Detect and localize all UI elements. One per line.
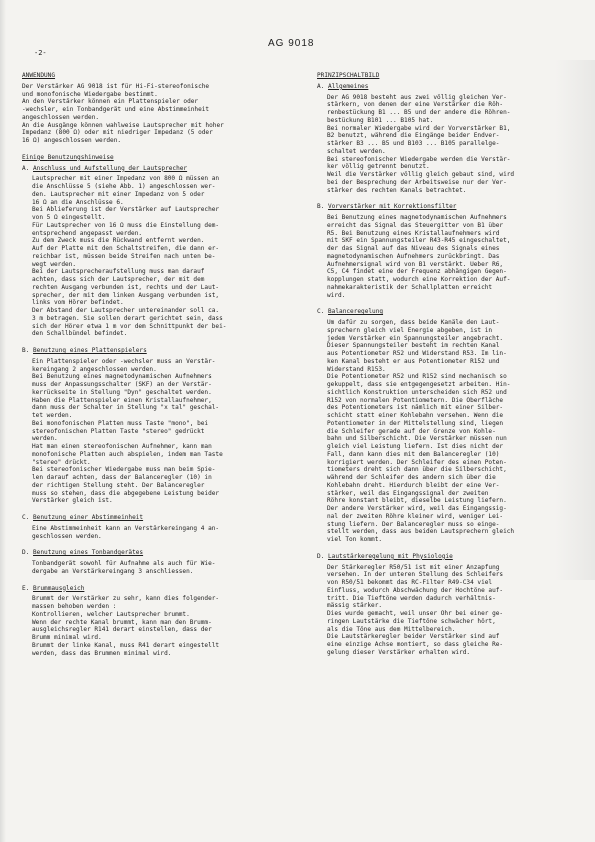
text-line: schaltet werden. (327, 147, 386, 155)
text-line: stärker, weil das Eingangssignal der zweiten (327, 489, 489, 497)
text-line: ken Kanal besteht er aus Potentiometer R152 und (327, 357, 500, 365)
text-line: Hat man einen stereofonischen Aufnehmer, kann man (32, 443, 212, 450)
text-line: als die Töne aus dem Mittelbereich. (327, 625, 456, 633)
text-line: von 5 Ω eingestellt. (32, 214, 106, 221)
text-line: Aufnehmersignal wird von B1 verstärkt. Ueber R6, (327, 260, 504, 268)
text-line: Ein Plattenspieler oder -wechsler muss an Verstär- (32, 357, 216, 365)
text-line: Um dafür zu sorgen, dass beide Kanäle den Laut- (327, 319, 500, 326)
text-line: Impedanz (800 Ω) oder mit niedriger Impedanz (5 oder (22, 129, 213, 137)
text-line: von R50/51 bekommt das RC-Filter R49-C34 viel (327, 579, 493, 586)
text-line: korrigiert werden. Der Schleifer des einen Poten- (327, 458, 507, 466)
text-line: 16 Ω an die Anschlüsse 6. (32, 198, 124, 206)
text-line: bahn und Silberschicht. Die Verstärker müssen nun (327, 435, 507, 443)
text-line: nal der zweiten Röhre kleiner wird, weniger Lei- (327, 512, 504, 520)
text-line: Verstärker gleich ist. (32, 497, 113, 505)
text-line: dann muss der Schalter in Stellung "x tal" geschal- (32, 404, 220, 412)
text-line: ringen Lautstärke die Tieftöne schwächer hört, (327, 617, 496, 625)
text-line: Brummt der linke Kanal, muss R41 derart eingestellt (32, 641, 220, 649)
text-line: Kontrollieren, welcher Lautsprecher brummt. (32, 610, 190, 618)
section-d-heading (317, 553, 579, 561)
text-line: stung liefern. Der Balanceregler muss so einge- (327, 520, 500, 528)
text-line: Für Lautsprecher von 16 Ω muss die Einstellung dem- (32, 221, 220, 229)
text-line: viel Ton kommt. (327, 536, 383, 543)
text-line: sich der Hörer etwa 1 m vor dem Schnittpunkt der bei- (32, 322, 227, 330)
text-line: nahmekarakteristik der Schallplatten erreicht (327, 283, 493, 291)
text-line: Die Lautstärkeregler beider Verstärker sind auf (327, 633, 500, 641)
section-letter: B. (22, 347, 30, 354)
section-b-heading (317, 203, 579, 211)
text-line: Röhre konstant bleibt, dieselbe Leistung liefern. (327, 497, 507, 505)
text-line: Brumm minimal wird. (32, 634, 102, 641)
section-c-heading (317, 308, 579, 316)
text-line: und monofonische Wiedergabe bestimmt. (22, 90, 158, 98)
text-line: ker völlig getrennt benutzt. (327, 163, 430, 171)
section-d-heading (22, 549, 300, 557)
text-line: Widerstand R153. (327, 365, 386, 373)
section-a-heading (22, 165, 300, 173)
text-line: während der Schleifer des andern sich über die (327, 474, 496, 481)
intro-paragraph (22, 83, 300, 145)
text-line: sprechern gleich viel Energie abgeben, ist in (327, 326, 493, 334)
text-line: stärker B3 ... B5 und B103 ... B105 parallelge- (327, 140, 500, 147)
text-line: Der Verstärker AG 9018 ist für Hi-Fi-stereofonische (22, 82, 210, 90)
text-line: gelung dieser Verstärker erhalten wird. (327, 648, 471, 656)
text-line: geschlossen werden. (32, 532, 102, 540)
section-letter: C. (317, 308, 325, 316)
text-line: den Schallbündel befindet. (32, 330, 128, 338)
section-letter: B. (317, 203, 325, 211)
section-title: Benutzung eines Plattenspielers (33, 347, 147, 354)
text-line: renbestückung B1 ... B5 und der andere die Röhren- (327, 109, 511, 116)
section-letter: C. (22, 514, 30, 521)
section-e-body (22, 595, 300, 657)
text-line: Bei der Lautsprecheraufstellung muss man darauf (32, 268, 205, 276)
text-line: werden. (32, 435, 58, 443)
text-line: monofonische Platten auch abspielen, indem man Taste (32, 450, 223, 458)
text-line: Bei normaler Wiedergabe wird der Vorverstärker B1, (327, 124, 511, 132)
text-line: muss der Anpassungsschalter (SKF) an der Verstär- (32, 381, 212, 388)
section-title: Allgemeines (328, 82, 369, 90)
text-line: Bei Benutzung eines magnetodynamischen Aufnehmers (32, 373, 212, 381)
text-line: kopplungen statt, wodurch eine Korrektion der Auf- (327, 276, 511, 283)
text-line: Tonbandgerät sowohl für Aufnahme als auch für Wie- (32, 560, 216, 567)
right-column (317, 72, 579, 660)
text-line: bei der Besprechung der Arbeitsweise nur der Ver- (327, 178, 507, 186)
text-line: Zu dem Zweck muss die Rückwand entfernt werden. (32, 237, 205, 245)
section-title: Vorverstärker mit Korrektionsfilter (328, 203, 457, 211)
text-line: Der Abstand der Lautsprecher untereinander soll ca. (32, 307, 220, 314)
section-c-body (22, 525, 300, 541)
text-line: entsprechend angepasst werden. (32, 229, 143, 237)
text-line: jedem Verstärker ein Spannungsteiler angebracht. (327, 334, 504, 342)
section-a-body (22, 175, 300, 338)
text-line: reichbar ist, müssen beide Streifen nach unten be- (32, 252, 216, 260)
text-line: die Anschlüsse 5 (siehe Abb. 1) angeschlossen wer- (32, 183, 216, 190)
section-d-body (22, 560, 300, 576)
page-title: AG 9018 (268, 38, 315, 49)
text-line: kerrückseite in Stellung "Dyn" geschaltet werden. (32, 388, 212, 396)
text-line: gleich viel Leistung liefern. Ist dies nicht der (327, 443, 504, 450)
section-title: Anschluss und Aufstellung der Lautsprecher (33, 164, 188, 172)
text-line: achten, dass sich der Lautsprecher, der mit dem (32, 276, 205, 283)
text-line: mässig stärker. (327, 602, 383, 610)
text-line: tet werden. (32, 412, 73, 419)
heading-prinzipschaltbild: PRINZIPSCHALTBILD (317, 72, 380, 79)
heading-benutzungshinweise: Einige Benutzungshinweise (22, 153, 114, 161)
section-e-heading (22, 585, 300, 593)
text-line: Weil die Verstärker völlig gleich gebaut sind, wird (327, 171, 515, 178)
text-line: magnetodynamischen Aufnehmers zurückbringt. Das (327, 252, 500, 260)
text-line: des Potentiometers ist nämlich mit einer Silber- (327, 404, 504, 412)
page-number: -2- (34, 49, 47, 57)
section-title: Benutzung eines Tonbandgerätes (33, 549, 144, 557)
text-line: die Schleifer gerade auf der Grenze von Kohle- (327, 427, 496, 435)
text-line: tritt. Die Tieftöne werden dadurch verhältnis- (327, 594, 496, 602)
text-line: werden, dass das Brummen minimal wird. (32, 649, 172, 657)
text-line: dergabe an Verstärkereingang 3 anschliessen. (32, 567, 194, 575)
text-line: stellt werden, dass aus beiden Lautsprechern gleich (327, 528, 515, 536)
text-line: -wechsler, ein Tonbandgerät und eine Abstimmeinheit (22, 106, 210, 113)
text-line: An den Verstärker können ein Plattenspieler oder (22, 98, 199, 106)
text-line: Kohlebahn dreht. Hierdurch bleibt der eine Ver- (327, 481, 500, 489)
text-line: massen behoben werden : (32, 603, 117, 610)
text-line: Bei stereofonischer Wiedergabe werden die Verstär- (327, 155, 511, 163)
section-letter: D. (22, 549, 30, 557)
text-line: 3 m betragen. Sie sollen derart gerichtet sein, dass (32, 314, 223, 322)
section-b-body (317, 214, 579, 299)
text-line: schicht statt einer Kohlebahn versehen. Wenn die (327, 412, 504, 419)
section-title: Balanceregelung (328, 308, 384, 316)
section-title: Lautstärkeregelung mit Physiologie (328, 552, 453, 560)
text-line: stärkern, von denen der eine Verstärker die Röh- (327, 101, 504, 109)
text-line: der richtigen Stellung steht. Der Balanceregler (32, 481, 205, 489)
section-c-body (317, 319, 579, 544)
section-c-heading (22, 514, 300, 522)
section-title: Brummausgleich (33, 584, 85, 592)
text-line: Dieser Spannungsteiler besteht im rechten Kanal (327, 342, 500, 350)
text-line: Brummt der Verstärker zu sehr, kann dies folgender- (32, 595, 220, 603)
text-line: 16 Ω) angeschlossen werden. (22, 137, 122, 144)
text-line: wegt werden. (32, 260, 77, 268)
text-line: wird. (327, 291, 346, 299)
text-line: Der AG 9018 besteht aus zwei völlig gleichen Ver- (327, 93, 507, 101)
text-line: mit SKF ein Spannungsteiler R43-R45 eingeschaltet, (327, 237, 511, 245)
text-line: kereingang 2 angeschlossen werden. (32, 365, 157, 373)
section-letter: A. (317, 82, 325, 90)
section-a-body (317, 94, 579, 195)
text-line: versehen. In der unteren Stellung des Schleifers (327, 571, 504, 579)
text-line: Auf der Platte mit den Schaltstreifen, die dann er- (32, 245, 220, 252)
text-line: Fall, dann kann dies mit dem Balanceregler (10) (327, 450, 500, 458)
text-line: Bei Ablieferung ist der Verstärker auf Lautsprecher (32, 206, 220, 214)
text-line: links vom Hörer befindet. (32, 299, 124, 307)
text-line: erreicht das Signal das Steuergitter von B1 über (327, 221, 504, 229)
text-line: muss so stehen, dass die abgegebene Leistung beider (32, 489, 220, 497)
text-line: rechten Ausgang verbunden ist, rechts und der Laut- (32, 283, 220, 291)
text-line: ausgleichsregler R141 derart einstellen, dass der (32, 626, 212, 634)
page-fold-shadow (0, 0, 6, 842)
text-line: Einfluss, wodurch Abschwächung der Hochtöne auf- (327, 586, 504, 594)
text-line: stärker des rechten Kanals betrachtet. (327, 186, 467, 194)
section-b-heading (22, 347, 300, 355)
text-line: stereofonischen Platten Taste "stereo" gedrückt (32, 427, 205, 435)
text-line: R152 von normalen Potentiometern. Die Oberfläche (327, 396, 504, 404)
section-title: Benutzung einer Abstimmeinheit (33, 514, 144, 521)
text-line: Bei monofonischen Platten muss Taste "mono", bei (32, 419, 209, 427)
section-letter: E. (22, 584, 30, 592)
text-line: R5. Bei Benutzung eines Kristallaufnehmers wird (327, 229, 500, 237)
text-line: Wenn der rechte Kanal brummt, kann man den Brumm- (32, 618, 212, 626)
text-line: tiometers dreht sich dann über die Silberschicht, (327, 466, 507, 474)
text-line: Die Potentiometer R52 und R152 sind mechanisch so (327, 373, 507, 381)
text-line: Eine Abstimmeinheit kann an Verstärkereingang 4 an- (32, 524, 220, 532)
text-line: Lautsprecher mit einer Impedanz von 800 Ω müssen an (32, 175, 220, 183)
text-line: Der andere Verstärker wird, weil das Eingangssig- (327, 505, 507, 512)
section-b-body (22, 358, 300, 505)
text-line: Dies wurde gemacht, weil unser Ohr bei einer ge- (327, 610, 504, 617)
text-line: Potentiometer in der Mittelstellung sind, liegen (327, 419, 504, 427)
text-line: B2 benutzt, während die Eingänge beider Endver- (327, 132, 500, 140)
text-line: Haben die Plattenspieler einen Kristallaufnehmer, (32, 396, 212, 404)
text-line: Der Stärkeregler R50/51 ist mit einer Anzapfung (327, 563, 500, 571)
section-a-heading (317, 83, 579, 91)
section-letter: D. (317, 552, 325, 560)
section-letter: A. (22, 164, 30, 172)
text-line: gekuppelt, dass sie entgegengesetzt arbeiten. Hin- (327, 381, 511, 388)
text-line: der das Signal auf das Niveau des Signals eines (327, 245, 500, 252)
text-line: len darauf achten, dass der Balanceregler (10) in (32, 474, 212, 481)
text-line: Bei Benutzung eines magnetodynamischen Aufnehmers (327, 214, 507, 221)
text-line: C5, C4 findet eine der Frequenz abhängigen Gegen- (327, 268, 507, 276)
text-line: bestückung B101 ... B105 hat. (327, 116, 434, 124)
left-column (22, 72, 300, 660)
text-line: angeschlossen werden. (22, 113, 100, 121)
text-line: sprecher, der mit dem linken Ausgang verbunden ist, (32, 291, 220, 299)
text-line: sichtlich Konstruktion unterscheiden sich R52 und (327, 388, 507, 396)
text-line: den. Lautsprecher mit einer Impedanz von 5 oder (32, 190, 205, 198)
text-line: eine einzige Achse montiert, so dass gleiche Re- (327, 641, 504, 648)
heading-anwendung: ANWENDUNG (22, 72, 56, 79)
text-line: "stereo" drückt. (32, 458, 91, 466)
section-d-body (317, 564, 579, 657)
text-line: Bei stereofonischer Wiedergabe muss man beim Spie- (32, 466, 216, 474)
text-line: An die Ausgänge können wahlweise Lautsprecher mit hoher (22, 121, 224, 129)
text-line: aus Potentiometer R52 und Widerstand R53. Im lin- (327, 350, 507, 357)
